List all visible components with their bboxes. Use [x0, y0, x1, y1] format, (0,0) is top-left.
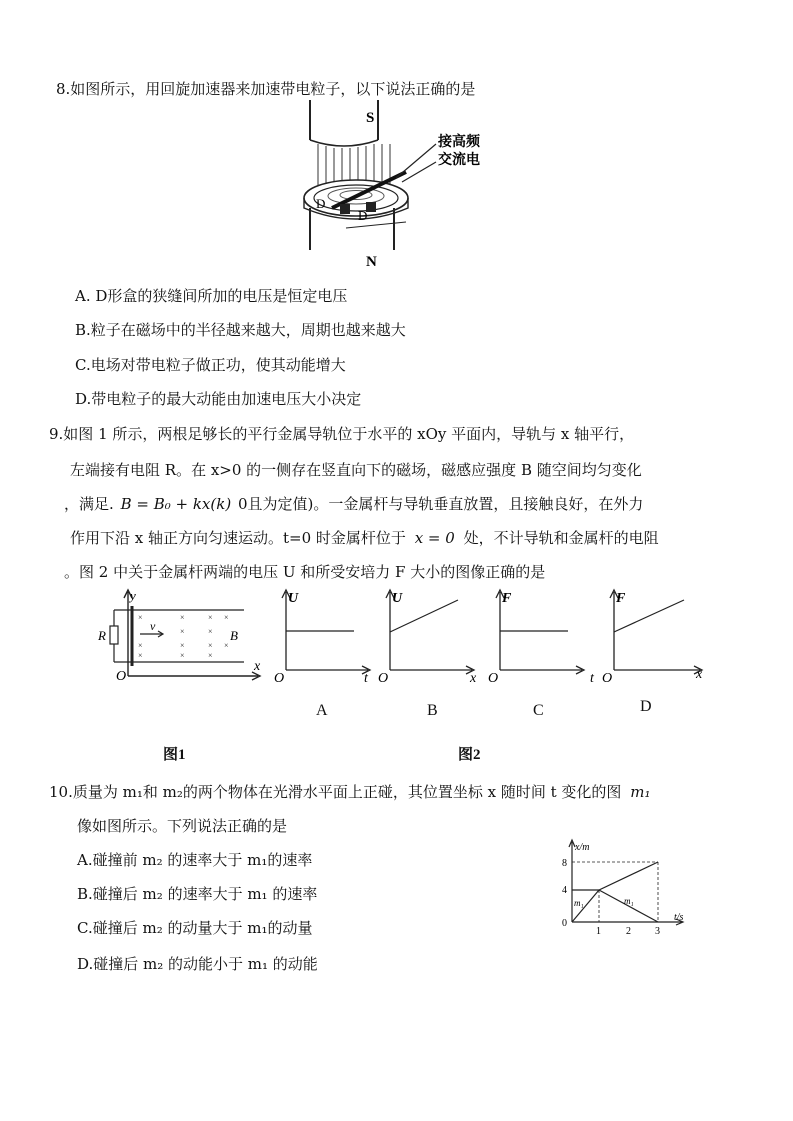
xt-tick-8: 8 — [562, 858, 567, 869]
xt-tick-2: 2 — [626, 926, 631, 937]
q9-line-4 — [70, 528, 659, 548]
fig2-caption: 图2 — [458, 747, 481, 763]
q8-option-c: C.电场对带电粒子做正功，使其动能增大 — [75, 356, 346, 374]
d2-label: D — [358, 208, 368, 223]
graph-c-x-label: t — [590, 671, 594, 686]
q9-line-4-b: 处，不计导轨和金属杆的电阻 — [463, 529, 659, 547]
fig1-y-label: y — [130, 588, 136, 603]
q10-line-1 — [49, 782, 650, 802]
graph-b — [378, 590, 477, 686]
d1-label: D — [316, 196, 326, 211]
xt-tick-0: 0 — [562, 918, 567, 929]
q10-line-2: 像如图所示。下列说法正确的是 — [77, 817, 288, 835]
q9-line-3 — [64, 494, 643, 514]
q9-line-3-a: ，满足. — [64, 495, 114, 513]
rail-figure — [96, 588, 266, 688]
hf-label-2: 交流电 — [438, 153, 480, 168]
graph-a-y-label: U — [288, 591, 299, 606]
q9-line-2: 左端接有电阻 R。在 x>0 的一侧存在竖直向下的磁场，磁感应强度 B 随空间均匀变化 — [70, 461, 642, 479]
q8-option-a: A. D形盒的狭缝间所加的电压是恒定电压 — [75, 287, 348, 305]
xt-y-axis-label: x/m — [575, 842, 590, 853]
graph-d-origin: O — [602, 671, 613, 686]
svg-text:×: × — [180, 641, 185, 650]
svg-text:×: × — [138, 613, 143, 622]
graph-a-origin: O — [274, 671, 285, 686]
xt-x-axis-label: t/s — [674, 912, 684, 923]
graph-b-letter: B — [427, 702, 438, 719]
graph-c-letter: C — [533, 702, 544, 719]
svg-text:×: × — [180, 627, 185, 636]
svg-text:×: × — [180, 651, 185, 660]
q9-line-4-a: 作用下沿 x 轴正方向匀速运动。t=0 时金属杆位于 — [70, 529, 406, 547]
hf-label-1: 接高频 — [438, 135, 480, 150]
graph-d — [602, 590, 703, 686]
answer-graphs — [272, 588, 712, 688]
pole-s-label: S — [366, 110, 375, 126]
q10-line-1-tail: m₁ — [630, 783, 651, 801]
q10-option-c: C.碰撞后 m₂ 的动量大于 m₁的动量 — [77, 919, 313, 937]
xt-m1-label-b: m₁ — [624, 896, 634, 906]
q8-option-b: B.粒子在磁场中的半径越来越大，周期也越来越大 — [75, 321, 406, 339]
svg-text:×: × — [208, 651, 213, 660]
svg-text:×: × — [138, 651, 143, 660]
q9-line-3-b: 0且为定值)。一金属杆与导轨垂直放置，且接触良好，在外力 — [237, 495, 644, 513]
xt-tick-3: 3 — [655, 926, 660, 937]
fig1-v-label: v — [150, 619, 156, 633]
svg-text:×: × — [208, 641, 213, 650]
graph-c-origin: O — [488, 671, 499, 686]
graph-b-origin: O — [378, 671, 389, 686]
q9-formula-b: B = B₀ + kx(k) — [120, 495, 232, 513]
graph-a — [274, 590, 370, 686]
graph-b-y-label: U — [392, 591, 403, 606]
svg-text:×: × — [208, 613, 213, 622]
fig1-origin-label: O — [116, 669, 127, 684]
graph-b-x-label: x — [470, 671, 477, 686]
fig1-x-label: x — [254, 659, 261, 674]
q10-option-d: D.碰撞后 m₂ 的动能小于 m₁ 的动能 — [77, 955, 318, 973]
graph-a-x-label: t — [364, 671, 368, 686]
graph-d-x-label: x — [696, 667, 703, 682]
graph-d-letter: D — [640, 698, 652, 715]
pole-n-label: N — [366, 254, 377, 270]
fig1-r-label: R — [98, 628, 106, 643]
q8-stem: 8.如图所示，用回旋加速器来加速带电粒子，以下说法正确的是 — [56, 80, 476, 98]
q9-line-5: 。图 2 中关于金属杆两端的电压 U 和所受安培力 F 大小的图像正确的是 — [64, 563, 546, 581]
graph-c-y-label: F — [502, 591, 512, 606]
q10-line-1-text: 10.质量为 m₁和 m₂的两个物体在光滑水平面上正碰，其位置坐标 x 随时间 t 变化的图 — [49, 783, 622, 801]
graph-c — [488, 590, 595, 686]
q10-option-a: A.碰撞前 m₂ 的速率大于 m₁的速率 — [77, 851, 313, 869]
q8-option-d: D.带电粒子的最大动能由加速电压大小决定 — [75, 390, 362, 408]
q9-formula-x: x = 0 — [414, 529, 455, 547]
fig1-b-label: B — [230, 628, 238, 643]
svg-text:×: × — [180, 613, 185, 622]
q10-option-b: B.碰撞后 m₂ 的速率大于 m₁ 的速率 — [77, 885, 318, 903]
graph-a-letter: A — [316, 702, 328, 719]
xt-tick-1: 1 — [596, 926, 601, 937]
svg-text:×: × — [224, 613, 229, 622]
graph-d-y-label: F — [616, 591, 626, 606]
fig1-caption: 图1 — [163, 747, 186, 763]
svg-text:×: × — [224, 641, 229, 650]
q9-line-1: 9.如图 1 所示，两根足够长的平行金属导轨位于水平的 xOy 平面内，导轨与 x 轴平行， — [49, 425, 635, 443]
svg-text:×: × — [208, 627, 213, 636]
svg-text:×: × — [138, 641, 143, 650]
cyclotron-figure — [296, 100, 496, 270]
xt-m1-label-a: m₁ — [574, 898, 584, 908]
xt-graph — [552, 838, 692, 938]
xt-tick-4: 4 — [562, 885, 567, 896]
